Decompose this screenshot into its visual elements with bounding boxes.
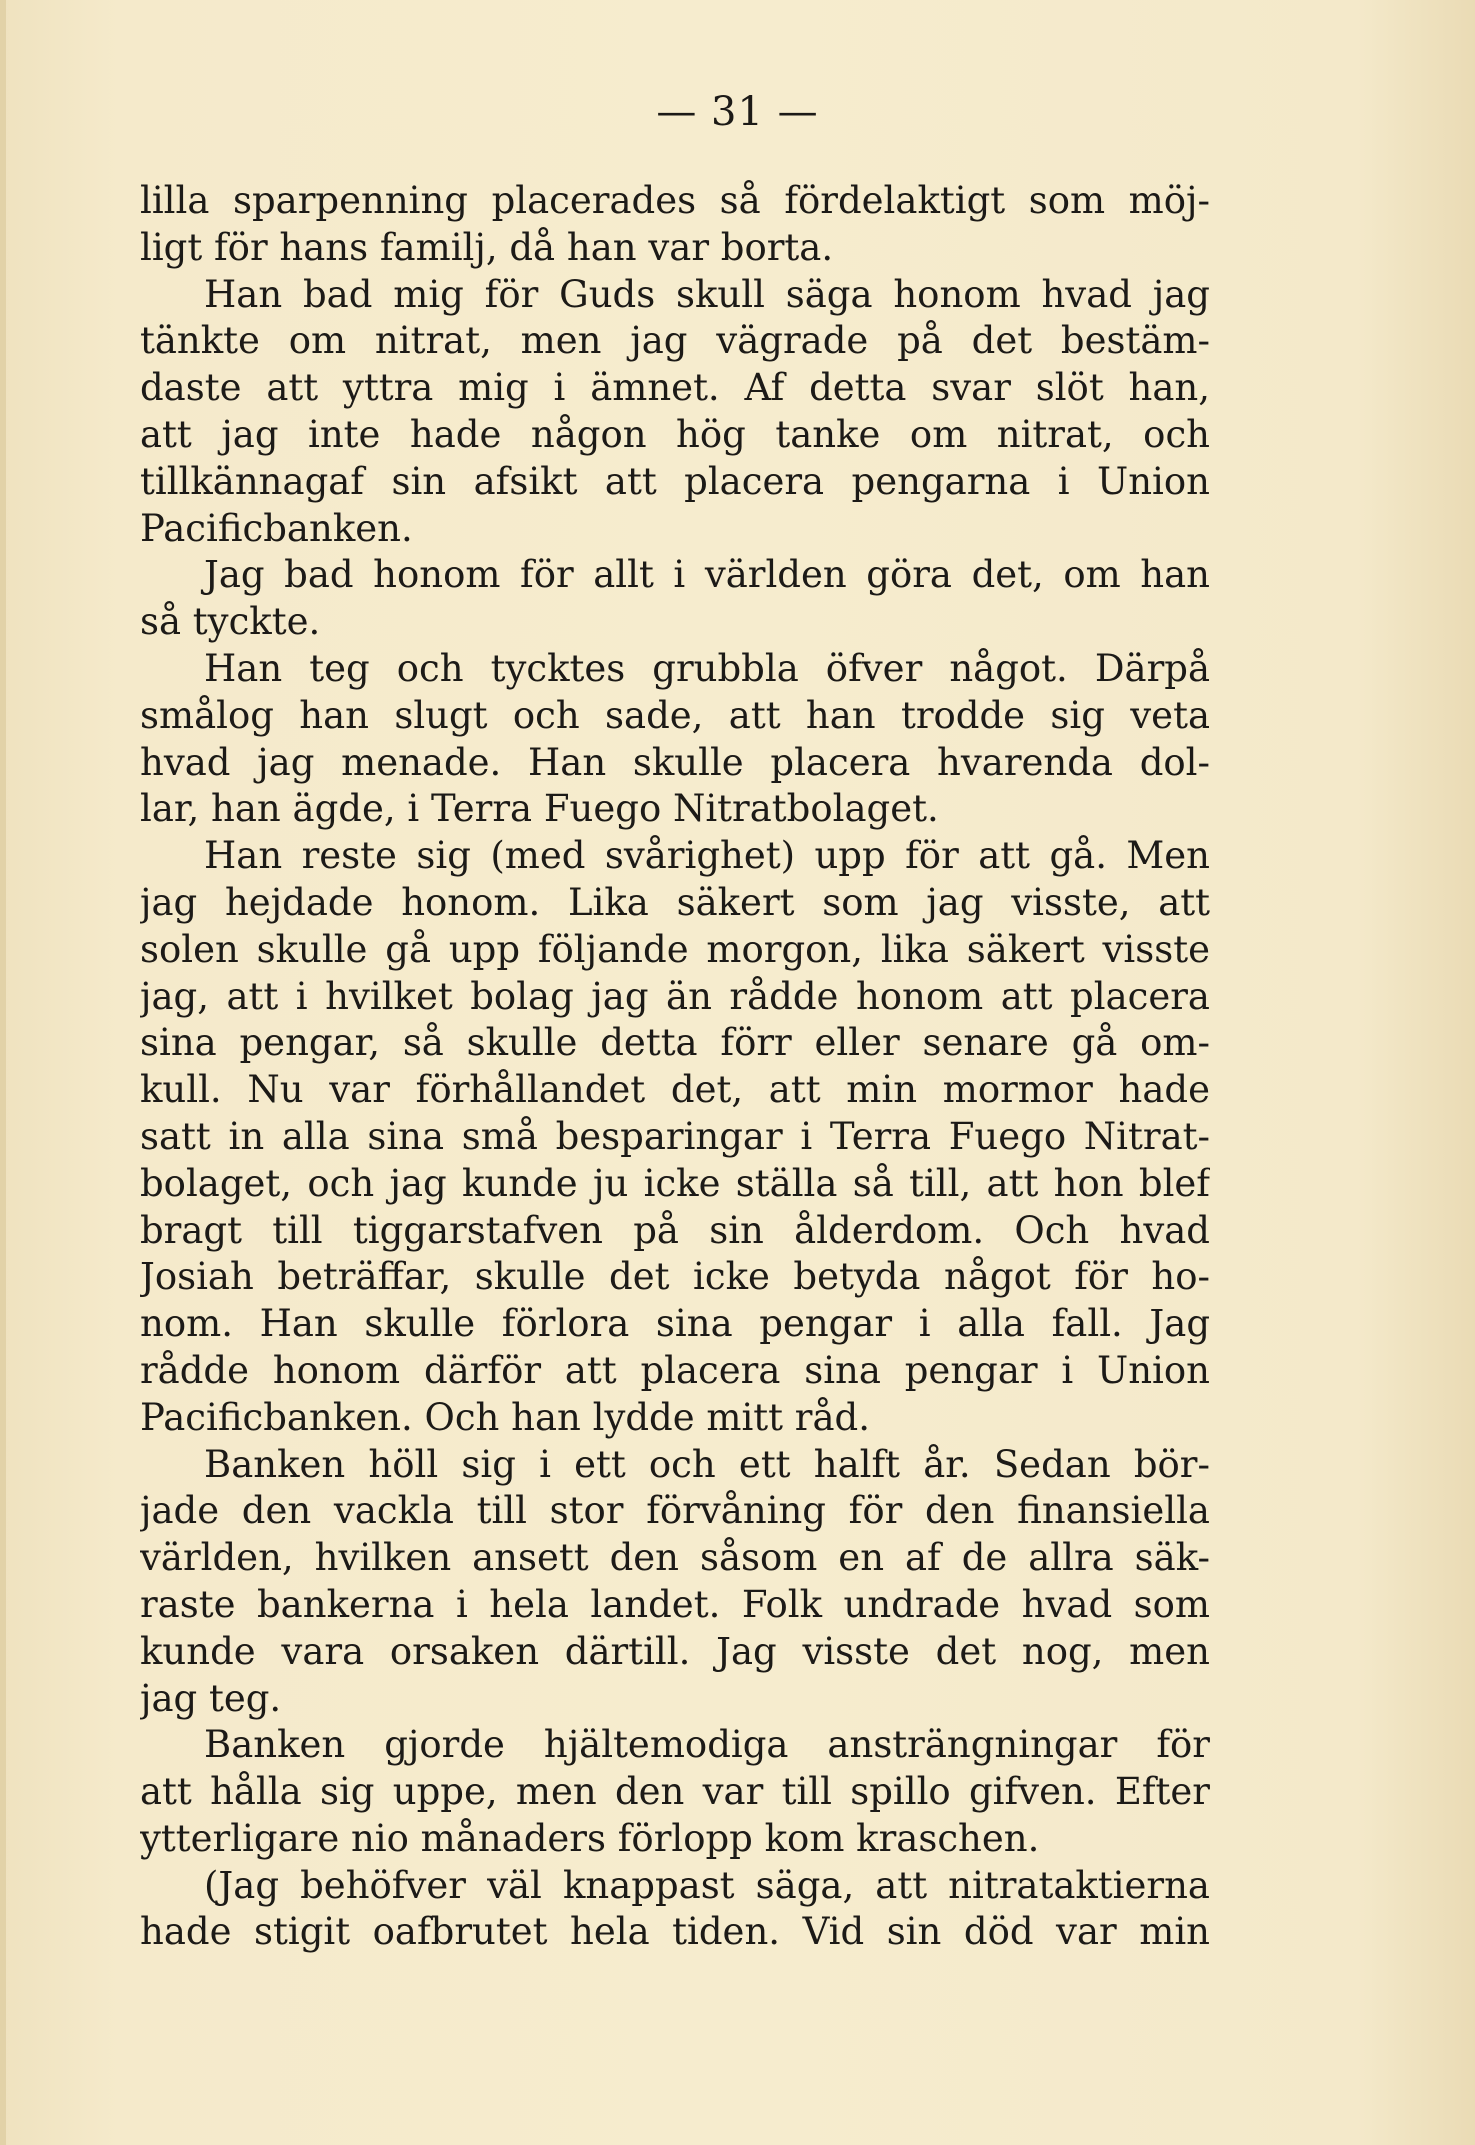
text-line: jade den vackla till stor förvåning för den finansiella	[140, 1489, 1210, 1533]
page-number: — 31 —	[656, 89, 819, 135]
text-line: nom. Han skulle förlora sina pengar i alla fall. Jag	[140, 1302, 1210, 1346]
text-line: Han reste sig (med svårighet) upp för att gå. Men	[204, 834, 1210, 878]
page-edge	[0, 0, 6, 2145]
text-line: jag teg.	[140, 1676, 282, 1720]
text-line: Banken gjorde hjältemodiga ansträngningar för	[204, 1723, 1210, 1767]
text-line: daste att yttra mig i ämnet. Af detta svar slöt han,	[140, 366, 1210, 410]
text-line: (Jag behöfver väl knappast säga, att nitrataktierna	[204, 1863, 1210, 1907]
text-line: solen skulle gå upp följande morgon, lika säkert visste	[140, 927, 1210, 971]
text-line: jag, att i hvilket bolag jag än rådde honom att placera	[140, 974, 1210, 1018]
text-line: bragt till tiggarstafven på sin ålderdom. Och hvad	[140, 1208, 1210, 1252]
text-line: hade stigit oafbrutet hela tiden. Vid sin död var min	[140, 1910, 1210, 1954]
body-text	[140, 178, 1210, 1956]
text-line: sina pengar, så skulle detta förr eller senare gå om-	[140, 1021, 1210, 1065]
text-line: Pacificbanken. Och han lydde mitt råd.	[140, 1395, 870, 1439]
text-line: Jag bad honom för allt i världen göra det, om han	[204, 553, 1210, 597]
text-line: smålog han slugt och sade, att han trodde sig veta	[140, 693, 1210, 737]
text-line: världen, hvilken ansett den såsom en af de allra säk-	[140, 1536, 1210, 1580]
text-line: kunde vara orsaken därtill. Jag visste det nog, men	[140, 1629, 1210, 1673]
text-line: Banken höll sig i ett och ett halft år. Sedan bör-	[204, 1442, 1210, 1486]
text-line: bolaget, och jag kunde ju icke ställa så till, att hon blef	[140, 1161, 1210, 1205]
text-line: ligt för hans familj, då han var borta.	[140, 225, 834, 269]
text-line: jag hejdade honom. Lika säkert som jag visste, att	[140, 880, 1210, 924]
text-line: tillkännagaf sin afsikt att placera pengarna i Union	[140, 459, 1210, 503]
text-line: hvad jag menade. Han skulle placera hvarenda dol-	[140, 740, 1210, 784]
text-line: Han bad mig för Guds skull säga honom hvad jag	[204, 272, 1210, 316]
text-line: Josiah beträffar, skulle det icke betyda något för ho-	[140, 1255, 1210, 1299]
text-line: raste bankerna i hela landet. Folk undrade hvad som	[140, 1582, 1210, 1626]
text-line: att hålla sig uppe, men den var till spillo gifven. Efter	[140, 1770, 1210, 1814]
text-line: rådde honom därför att placera sina pengar i Union	[140, 1348, 1210, 1392]
text-line: ytterligare nio månaders förlopp kom kraschen.	[140, 1816, 1040, 1860]
text-line: tänkte om nitrat, men jag vägrade på det bestäm-	[140, 319, 1210, 363]
text-line: att jag inte hade någon hög tanke om nitrat, och	[140, 412, 1210, 456]
text-line: Han teg och tycktes grubbla öfver något. Därpå	[204, 646, 1210, 690]
text-line: lar, han ägde, i Terra Fuego Nitratbolaget.	[140, 787, 939, 831]
text-line: satt in alla sina små besparingar i Terra Fuego Nitrat-	[140, 1114, 1210, 1158]
text-line: lilla sparpenning placerades så fördelaktigt som möj-	[140, 179, 1210, 222]
text-line: Pacificbanken.	[140, 506, 413, 550]
text-line: så tyckte.	[140, 600, 321, 644]
text-line: kull. Nu var förhållandet det, att min mormor hade	[140, 1068, 1210, 1112]
